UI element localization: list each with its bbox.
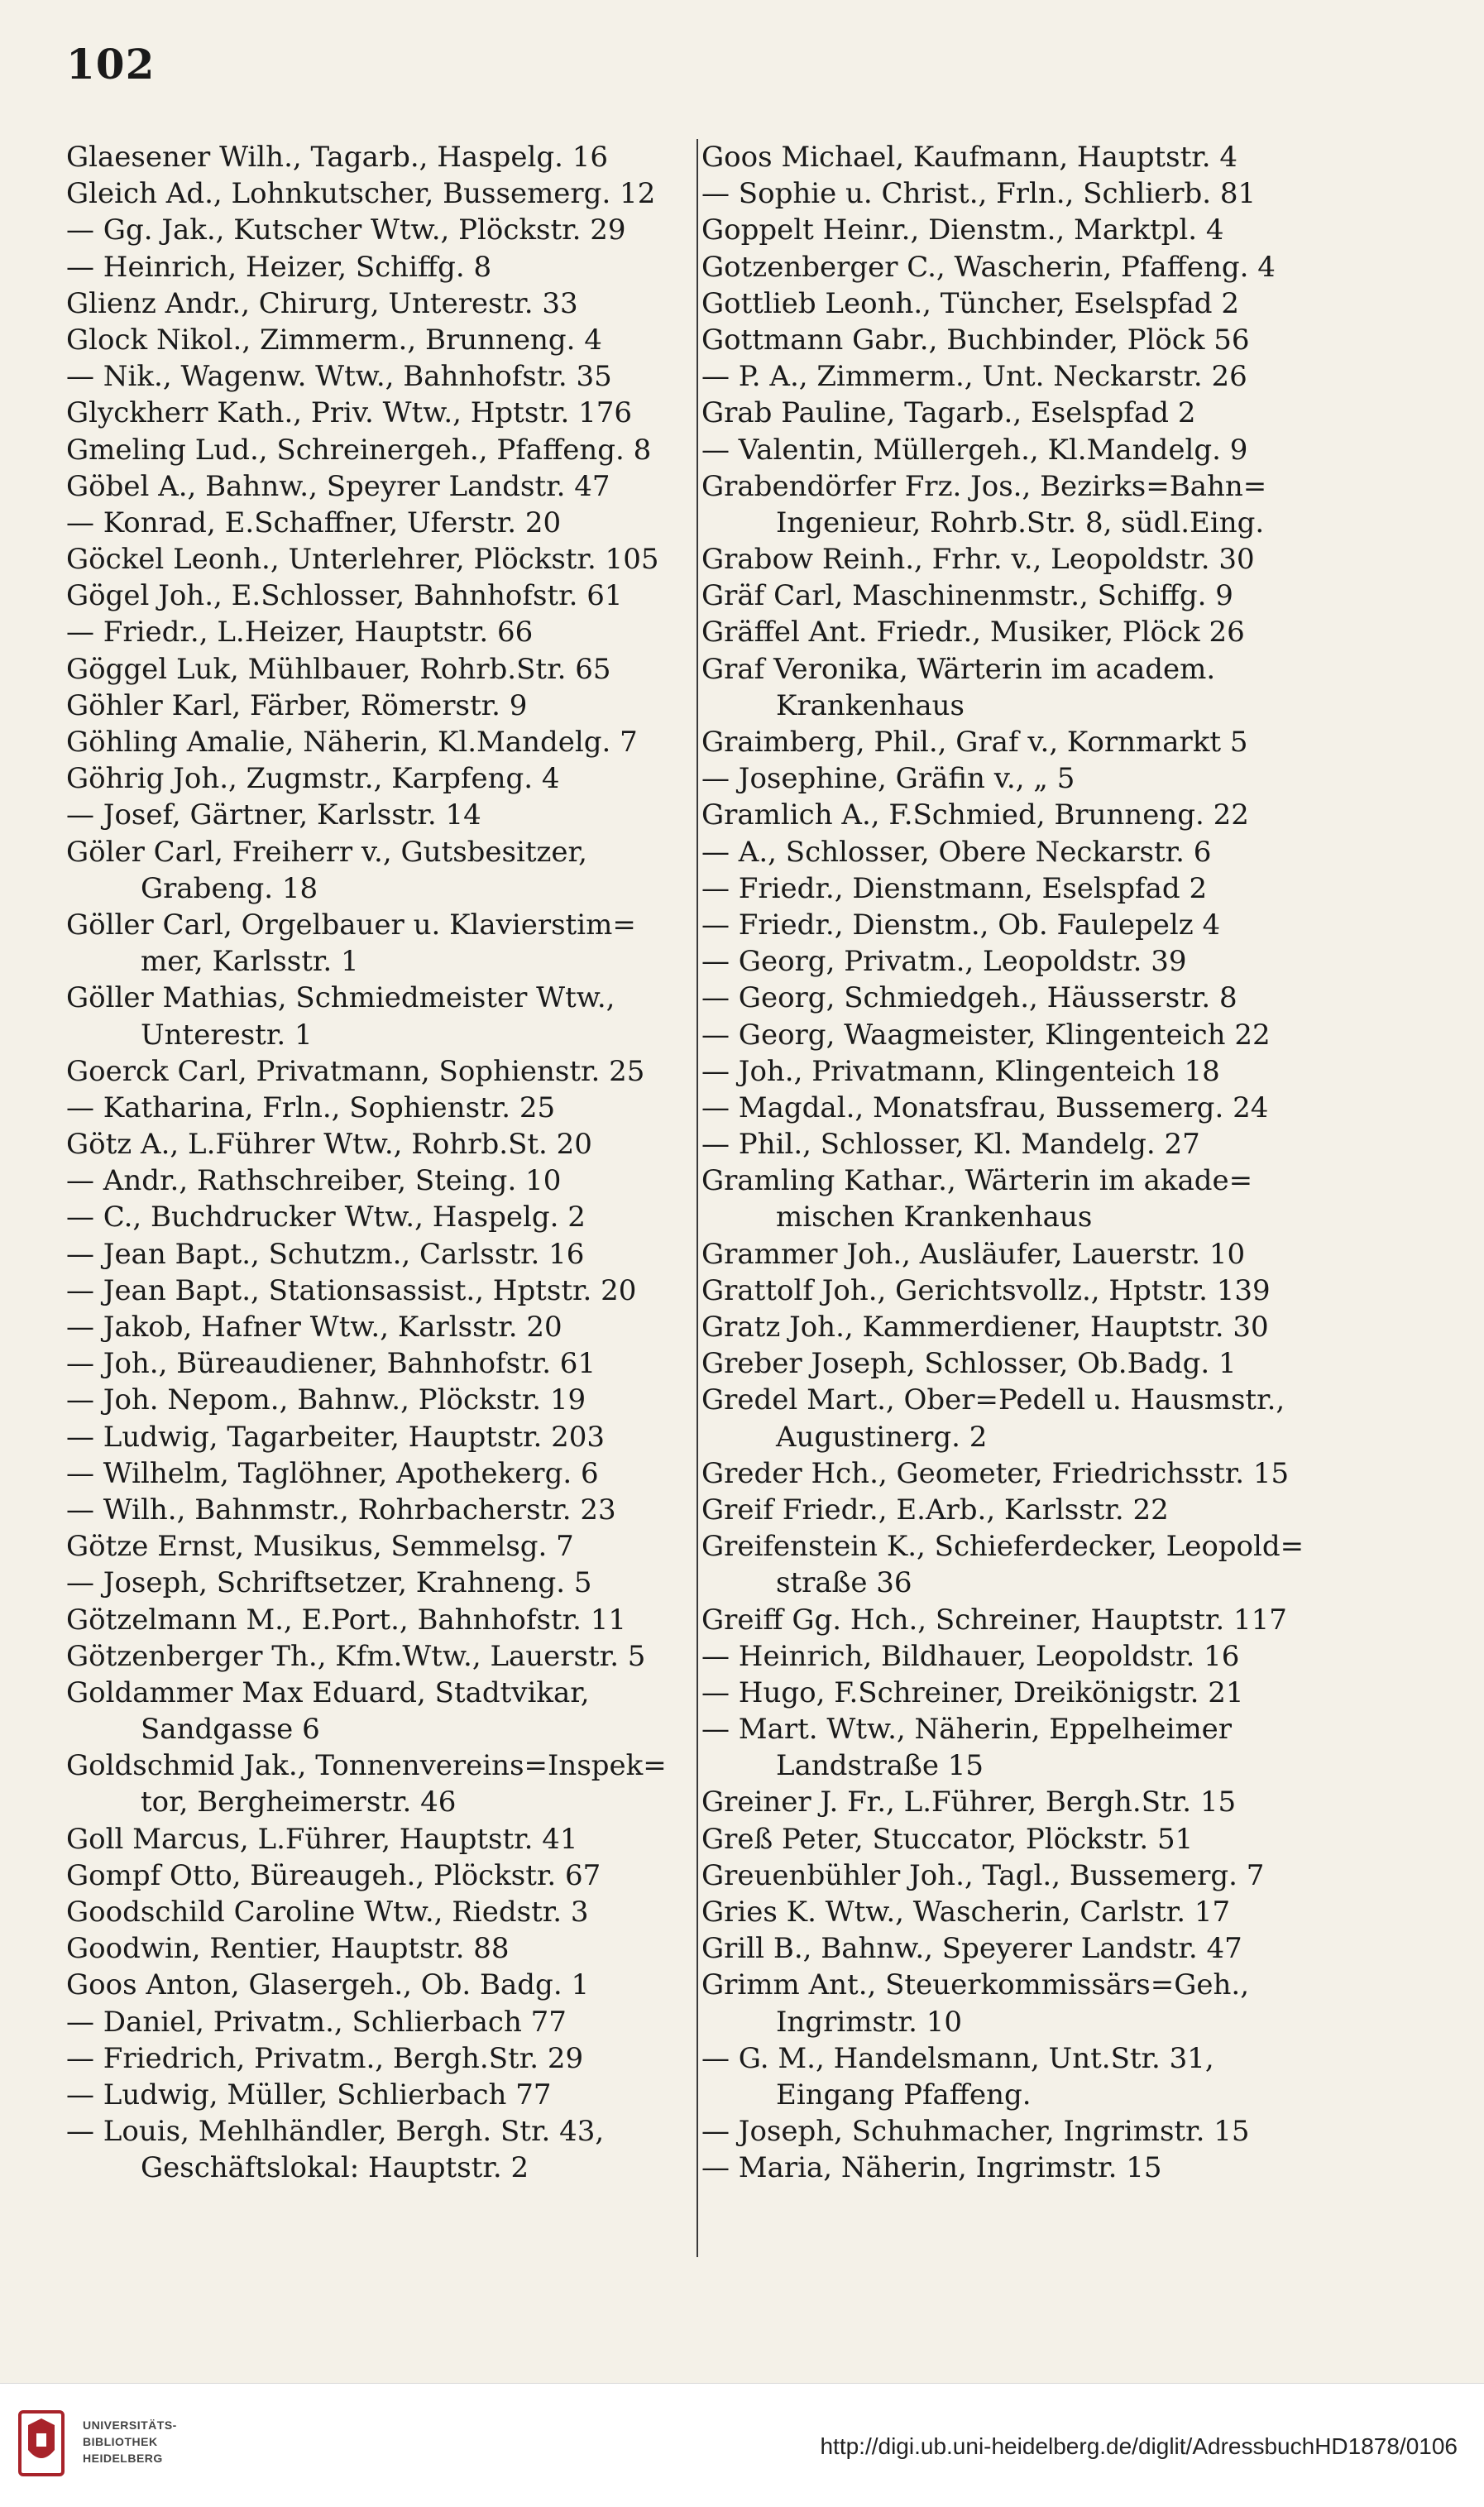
- directory-entry: Götzenberger Th., Kfm.Wtw., Lauerstr. 5: [66, 1639, 646, 1673]
- directory-entry: — Nik., Wagenw. Wtw., Bahnhofstr. 35: [66, 360, 612, 394]
- directory-entry: Glienz Andr., Chirurg, Unterestr. 33: [66, 286, 578, 320]
- directory-entry: Greif Friedr., E.Arb., Karlsstr. 22: [701, 1493, 1169, 1527]
- directory-entry: — Josef, Gärtner, Karlsstr. 14: [66, 798, 481, 832]
- directory-entry-continuation: Landstraße 15: [776, 1749, 984, 1783]
- directory-entry: Göggel Luk, Mühlbauer, Rohrb.Str. 65: [66, 652, 611, 686]
- directory-entry-continuation: Ingrimstr. 10: [776, 2005, 962, 2039]
- directory-entry: — Heinrich, Heizer, Schiffg. 8: [66, 250, 492, 284]
- directory-entry: — Mart. Wtw., Näherin, Eppelheimer: [701, 1713, 1233, 1747]
- directory-entry: Grill B., Bahnw., Speyerer Landstr. 47: [701, 1932, 1242, 1966]
- directory-entry-continuation: Unterestr. 1: [141, 1018, 313, 1052]
- directory-entry: — Daniel, Privatm., Schlierbach 77: [66, 2005, 567, 2039]
- directory-entry: Gmeling Lud., Schreinergeh., Pfaffeng. 8: [66, 433, 652, 467]
- directory-entry: Gleich Ad., Lohnkutscher, Bussemerg. 12: [66, 177, 656, 211]
- directory-entry: Greber Joseph, Schlosser, Ob.Badg. 1: [701, 1347, 1237, 1381]
- directory-entry: — Katharina, Frln., Sophienstr. 25: [66, 1091, 556, 1124]
- directory-entry: Glaesener Wilh., Tagarb., Haspelg. 16: [66, 141, 609, 174]
- directory-entry: Götzelmann M., E.Port., Bahnhofstr. 11: [66, 1603, 626, 1637]
- directory-entry: Greiner J. Fr., L.Führer, Bergh.Str. 15: [701, 1786, 1237, 1819]
- directory-entry: Greder Hch., Geometer, Friedrichsstr. 15: [701, 1456, 1290, 1490]
- directory-entry: — Heinrich, Bildhauer, Leopoldstr. 16: [701, 1639, 1240, 1673]
- directory-entry: — Konrad, E.Schaffner, Uferstr. 20: [66, 506, 562, 539]
- directory-entry: — Georg, Privatm., Leopoldstr. 39: [701, 945, 1187, 979]
- directory-entry: — Joseph, Schuhmacher, Ingrimstr. 15: [701, 2115, 1250, 2149]
- column-divider: [697, 139, 698, 2257]
- page-number: 102: [66, 40, 156, 89]
- directory-entry: — Sophie u. Christ., Frln., Schlierb. 81: [701, 177, 1257, 211]
- directory-entry: — G. M., Handelsmann, Unt.Str. 31,: [701, 2041, 1214, 2075]
- directory-entry: — Joh., Privatmann, Klingenteich 18: [701, 1054, 1220, 1088]
- directory-entry: Grabow Reinh., Frhr. v., Leopoldstr. 30: [701, 543, 1255, 577]
- directory-entry: Goppelt Heinr., Dienstm., Marktpl. 4: [701, 213, 1224, 247]
- directory-entry: Goodschild Caroline Wtw., Riedstr. 3: [66, 1896, 589, 1929]
- directory-entry: — C., Buchdrucker Wtw., Haspelg. 2: [66, 1201, 586, 1234]
- directory-entry: Gögel Joh., E.Schlosser, Bahnhofstr. 61: [66, 579, 623, 613]
- directory-entry: Göckel Leonh., Unterlehrer, Plöckstr. 105: [66, 543, 659, 577]
- directory-entry: — Hugo, F.Schreiner, Dreikönigstr. 21: [701, 1675, 1244, 1709]
- source-url[interactable]: http://digi.ub.uni-heidelberg.de/diglit/AdressbuchHD1878/0106: [820, 2433, 1458, 2459]
- directory-entry-continuation: straße 36: [776, 1566, 912, 1600]
- directory-entry: Goldammer Max Eduard, Stadtvikar,: [66, 1675, 590, 1709]
- directory-entry: — Ludwig, Müller, Schlierbach 77: [66, 2078, 552, 2112]
- directory-entry: Gries K. Wtw., Wascherin, Carlstr. 17: [701, 1896, 1231, 1929]
- directory-entry: Greuenbühler Joh., Tagl., Bussemerg. 7: [701, 1858, 1265, 1892]
- directory-entry: — Friedrich, Privatm., Bergh.Str. 29: [66, 2041, 584, 2075]
- directory-entry: Goerck Carl, Privatmann, Sophienstr. 25: [66, 1054, 645, 1088]
- directory-entry: — Friedr., Dienstmann, Eselspfad 2: [701, 871, 1208, 905]
- right-column: [701, 139, 1338, 2187]
- directory-entry: Göhler Karl, Färber, Römerstr. 9: [66, 688, 528, 722]
- directory-entry: Grab Pauline, Tagarb., Eselspfad 2: [701, 396, 1196, 430]
- directory-entry-continuation: mischen Krankenhaus: [776, 1201, 1093, 1234]
- directory-entry: Gotzenberger C., Wascherin, Pfaffeng. 4: [701, 250, 1276, 284]
- library-name-line: HEIDELBERG: [83, 2452, 163, 2465]
- directory-entry: Goll Marcus, L.Führer, Hauptstr. 41: [66, 1822, 578, 1856]
- library-name: [83, 2417, 177, 2466]
- directory-entry: — Maria, Näherin, Ingrimstr. 15: [701, 2151, 1162, 2185]
- directory-entry: Greß Peter, Stuccator, Plöckstr. 51: [701, 1822, 1194, 1856]
- directory-entry: — Jean Bapt., Schutzm., Carlsstr. 16: [66, 1237, 585, 1271]
- directory-entry: Götz A., L.Führer Wtw., Rohrb.St. 20: [66, 1128, 592, 1162]
- directory-entry: — Wilhelm, Taglöhner, Apothekerg. 6: [66, 1456, 599, 1490]
- directory-entry-continuation: Augustinerg. 2: [776, 1420, 988, 1454]
- directory-entry: — Wilh., Bahnmstr., Rohrbacherstr. 23: [66, 1493, 616, 1527]
- footer-bar: [0, 2383, 1484, 2507]
- directory-entry: — Georg, Waagmeister, Klingenteich 22: [701, 1018, 1271, 1052]
- directory-entry: — A., Schlosser, Obere Neckarstr. 6: [701, 835, 1212, 869]
- directory-entry: Gredel Mart., Ober=Pedell u. Hausmstr.,: [701, 1383, 1285, 1417]
- directory-entry: Gompf Otto, Büreaugeh., Plöckstr. 67: [66, 1858, 601, 1892]
- directory-entry: — Andr., Rathschreiber, Steing. 10: [66, 1164, 562, 1198]
- seal-icon: [17, 2409, 66, 2478]
- directory-entry: — Joh., Büreaudiener, Bahnhofstr. 61: [66, 1347, 596, 1381]
- directory-entry: Göbel A., Bahnw., Speyrer Landstr. 47: [66, 469, 610, 503]
- directory-entry: — Jakob, Hafner Wtw., Karlsstr. 20: [66, 1311, 562, 1344]
- directory-entry: Göhling Amalie, Näherin, Kl.Mandelg. 7: [66, 726, 638, 759]
- directory-entry-continuation: Sandgasse 6: [141, 1713, 320, 1747]
- directory-entry: Grimm Ant., Steuerkommissärs=Geh.,: [701, 1968, 1250, 2002]
- library-name-line: UNIVERSITÄTS-: [83, 2418, 177, 2432]
- directory-entry: Göller Mathias, Schmiedmeister Wtw.,: [66, 981, 615, 1015]
- directory-entry: Goos Anton, Glasergeh., Ob. Badg. 1: [66, 1968, 590, 2002]
- directory-entry: — Phil., Schlosser, Kl. Mandelg. 27: [701, 1128, 1200, 1162]
- directory-entry: Gräffel Ant. Friedr., Musiker, Plöck 26: [701, 616, 1245, 650]
- directory-entry: Göller Carl, Orgelbauer u. Klavierstim=: [66, 908, 636, 942]
- directory-entry: Graf Veronika, Wärterin im academ.: [701, 652, 1216, 686]
- directory-entry: Goos Michael, Kaufmann, Hauptstr. 4: [701, 141, 1238, 174]
- directory-entry: — Josephine, Gräfin v., „ 5: [701, 762, 1075, 796]
- directory-entry: Götze Ernst, Musikus, Semmelsg. 7: [66, 1530, 574, 1564]
- directory-entry: Graimberg, Phil., Graf v., Kornmarkt 5: [701, 726, 1248, 759]
- directory-entry: Grammer Joh., Ausläufer, Lauerstr. 10: [701, 1237, 1246, 1271]
- left-column: [66, 139, 703, 2187]
- directory-entry-continuation: Krankenhaus: [776, 688, 965, 722]
- directory-entry: Gottlieb Leonh., Tüncher, Eselspfad 2: [701, 286, 1239, 320]
- directory-entry: — Gg. Jak., Kutscher Wtw., Plöckstr. 29: [66, 213, 626, 247]
- directory-entry: — Joseph, Schriftsetzer, Krahneng. 5: [66, 1566, 592, 1600]
- directory-entry: Grattolf Joh., Gerichtsvollz., Hptstr. 139: [701, 1273, 1271, 1307]
- directory-entry: Göhrig Joh., Zugmstr., Karpfeng. 4: [66, 762, 560, 796]
- directory-entry: Goldschmid Jak., Tonnenvereins=Inspek=: [66, 1749, 667, 1783]
- directory-entry: — Georg, Schmiedgeh., Häusserstr. 8: [701, 981, 1237, 1015]
- directory-entry: — Friedr., Dienstm., Ob. Faulepelz 4: [701, 908, 1221, 942]
- directory-entry-continuation: tor, Bergheimerstr. 46: [141, 1786, 457, 1819]
- directory-entry: Glyckherr Kath., Priv. Wtw., Hptstr. 176: [66, 396, 632, 430]
- directory-entry: Gramling Kathar., Wärterin im akade=: [701, 1164, 1253, 1198]
- directory-entry: Glock Nikol., Zimmerm., Brunneng. 4: [66, 323, 602, 357]
- directory-entry-continuation: Ingenieur, Rohrb.Str. 8, südl.Eing.: [776, 506, 1265, 539]
- directory-entry: Göler Carl, Freiherr v., Gutsbesitzer,: [66, 835, 587, 869]
- directory-entry: — Valentin, Müllergeh., Kl.Mandelg. 9: [701, 433, 1248, 467]
- directory-entry: Grabendörfer Frz. Jos., Bezirks=Bahn=: [701, 469, 1267, 503]
- directory-entry-continuation: mer, Karlsstr. 1: [141, 945, 359, 979]
- library-name-line: BIBLIOTHEK: [83, 2435, 158, 2448]
- directory-entry: Greifenstein K., Schieferdecker, Leopold=: [701, 1530, 1304, 1564]
- directory-entry: Gramlich A., F.Schmied, Brunneng. 22: [701, 798, 1249, 832]
- directory-entry: Goodwin, Rentier, Hauptstr. 88: [66, 1932, 510, 1966]
- directory-entry: — Ludwig, Tagarbeiter, Hauptstr. 203: [66, 1420, 606, 1454]
- directory-entry: Gratz Joh., Kammerdiener, Hauptstr. 30: [701, 1311, 1269, 1344]
- directory-entry: — Louis, Mehlhändler, Bergh. Str. 43,: [66, 2115, 605, 2149]
- directory-entry-continuation: Geschäftslokal: Hauptstr. 2: [141, 2151, 529, 2185]
- directory-entry: — Joh. Nepom., Bahnw., Plöckstr. 19: [66, 1383, 586, 1417]
- directory-entry: Greiff Gg. Hch., Schreiner, Hauptstr. 117: [701, 1603, 1287, 1637]
- directory-entry: — Jean Bapt., Stationsassist., Hptstr. 20: [66, 1273, 637, 1307]
- directory-entry-continuation: Eingang Pfaffeng.: [776, 2078, 1032, 2112]
- directory-entry: — Friedr., L.Heizer, Hauptstr. 66: [66, 616, 534, 650]
- directory-entry: Gottmann Gabr., Buchbinder, Plöck 56: [701, 323, 1250, 357]
- directory-entry: — P. A., Zimmerm., Unt. Neckarstr. 26: [701, 360, 1247, 394]
- directory-entry: — Magdal., Monatsfrau, Bussemerg. 24: [701, 1091, 1269, 1124]
- directory-entry: Gräf Carl, Maschinenmstr., Schiffg. 9: [701, 579, 1233, 613]
- directory-entry-continuation: Grabeng. 18: [141, 871, 318, 905]
